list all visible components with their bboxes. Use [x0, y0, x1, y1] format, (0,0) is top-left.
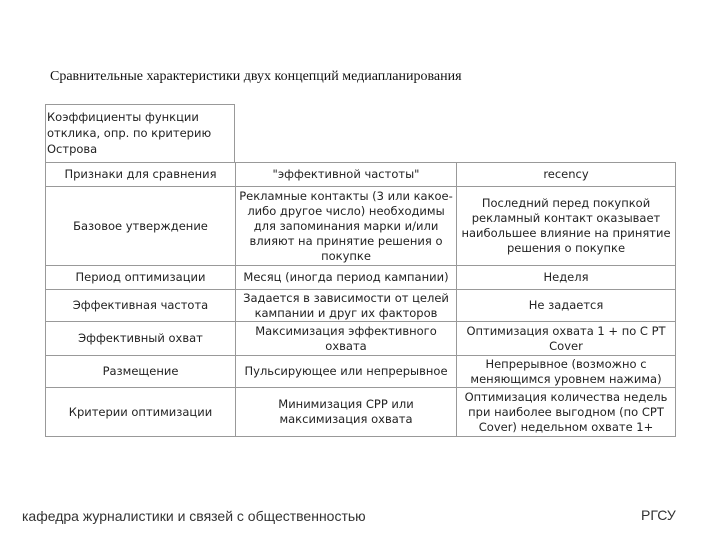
row-label: Критерии оптимизации: [46, 388, 236, 437]
row-label: Базовое утверждение: [46, 187, 236, 266]
column-header-effective-frequency: "эффективной частоты": [236, 163, 457, 187]
footer-university: РГСУ: [641, 507, 676, 523]
column-header-recency: recency: [457, 163, 676, 187]
cell-effective-frequency: Месяц (иногда период кампании): [236, 266, 457, 290]
row-label: Размещение: [46, 356, 236, 388]
row-label: Период оптимизации: [46, 266, 236, 290]
cell-effective-frequency: Минимизация CPP или максимизация охвата: [236, 388, 457, 437]
row-label: Эффективная частота: [46, 290, 236, 322]
cell-recency: Оптимизация охвата 1 + по С PT Cover: [457, 322, 676, 356]
table-row: [46, 322, 676, 356]
cell-recency: Неделя: [457, 266, 676, 290]
cell-recency: Непрерывное (возможно с меняющимся уровнем нажима): [457, 356, 676, 388]
cell-effective-frequency: Рекламные контакты (3 или какое-либо другое число) необходимы для запоминания марки и/или влияют на принятие решения о покупке: [236, 187, 457, 266]
table-row: [46, 187, 676, 266]
table-header-cell: Коэффициенты функции отклика, опр. по критерию Острова: [45, 104, 235, 162]
comparison-table: [45, 162, 676, 437]
cell-effective-frequency: Максимизация эффективного охвата: [236, 322, 457, 356]
table-row: [46, 290, 676, 322]
cell-recency: Оптимизация количества недель при наиболее выгодном (по CPT Cover) недельном охвате 1+: [457, 388, 676, 437]
footer-department: кафедра журналистики и связей с общественностью: [22, 508, 366, 524]
table-row: [46, 356, 676, 388]
cell-effective-frequency: Задается в зависимости от целей кампании и друг их факторов: [236, 290, 457, 322]
table-header-row: [46, 163, 676, 187]
row-label: Эффективный охват: [46, 322, 236, 356]
cell-recency: Последний перед покупкой рекламный контакт оказывает наибольшее влияние на принятие решения о покупке: [457, 187, 676, 266]
table-row: [46, 388, 676, 437]
cell-effective-frequency: Пульсирующее или непрерывное: [236, 356, 457, 388]
table-row: [46, 266, 676, 290]
column-header-criteria: Признаки для сравнения: [46, 163, 236, 187]
cell-recency: Не задается: [457, 290, 676, 322]
slide-title: Сравнительные характеристики двух концепций медиапланирования: [50, 69, 462, 84]
